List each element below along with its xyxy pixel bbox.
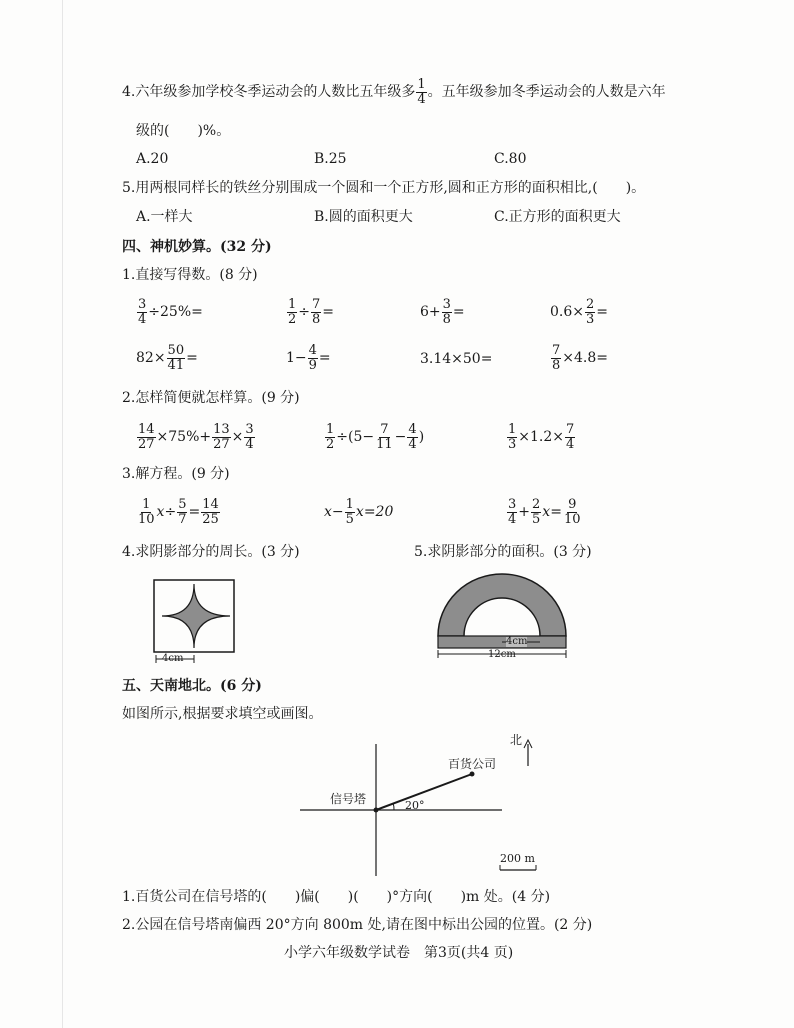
question-4-text-cont: 。五年级参加冬季运动会的人数是六年 bbox=[427, 84, 666, 101]
option-b: B.25 bbox=[314, 151, 347, 167]
angle-label: 20° bbox=[405, 799, 425, 812]
calc-item: $\frac{3}{4}$ ÷25%= bbox=[138, 297, 203, 327]
equation-item: $\frac{1}{10}$ x÷ $\frac{5}{7}$ = $\frac{14}{25}$ bbox=[138, 497, 219, 527]
shaded-star bbox=[162, 584, 230, 648]
simplify-item: $\frac{1}{2}$ ÷(5− $\frac{7}{11}$ − $\frac{4}{4}$ ) bbox=[326, 422, 425, 452]
calc-item: 82× $\frac{50}{41}$ = bbox=[136, 343, 198, 373]
fraction: $\frac{1}{4}$ bbox=[417, 77, 426, 107]
arch-inner-label: 4cm bbox=[506, 636, 528, 647]
tower-label: 信号塔 bbox=[330, 792, 367, 806]
subsection-3-title: 3.解方程。(9 分) bbox=[122, 466, 230, 482]
section-4-title: 四、神机妙算。(32 分) bbox=[122, 239, 272, 255]
arch-outer-label: 12cm bbox=[488, 649, 516, 660]
store-point bbox=[470, 772, 475, 777]
subsection-4-title: 4.求阴影部分的周长。(3 分) bbox=[122, 544, 300, 560]
question-4-text: 4.六年级参加学校冬季运动会的人数比五年级多 bbox=[122, 84, 416, 101]
page-edge bbox=[62, 0, 63, 1028]
equation-item: x− $\frac{1}{5}$ x=20 bbox=[324, 497, 394, 527]
tower-point bbox=[374, 808, 379, 813]
subsection-1-title: 1.直接写得数。(8 分) bbox=[122, 267, 258, 283]
section-5-intro: 如图所示,根据要求填空或画图。 bbox=[122, 706, 323, 722]
simplify-item: $\frac{1}{3}$ ×1.2× $\frac{7}{4}$ bbox=[508, 422, 575, 452]
equation-item: $\frac{3}{4}$ + $\frac{2}{5}$ x= $\frac{9}{10}$ bbox=[508, 497, 581, 527]
option-c: C.正方形的面积更大 bbox=[494, 209, 621, 225]
section-5-question-2: 2.公园在信号塔南偏西 20°方向 800m 处,请在图中标出公园的位置。(2 分) bbox=[122, 917, 593, 933]
page-footer: 小学六年级数学试卷 第3页(共4 页) bbox=[284, 945, 514, 961]
calc-item: 6+ $\frac{3}{8}$ = bbox=[420, 297, 465, 327]
scale-label: 200 m bbox=[500, 852, 535, 865]
square-dimension-label: 4cm bbox=[162, 653, 184, 664]
question-5: 5.用两根同样长的铁丝分别围成一个圆和一个正方形,圆和正方形的面积相比,( )。 bbox=[122, 180, 646, 196]
option-a: A.一样大 bbox=[136, 209, 193, 225]
subsection-5-title: 5.求阴影部分的面积。(3 分) bbox=[414, 544, 592, 560]
store-label: 百货公司 bbox=[448, 757, 497, 771]
calc-item: 1− $\frac{4}{9}$ = bbox=[286, 343, 331, 373]
calc-item: 3.14×50= bbox=[420, 351, 493, 367]
section-5-title: 五、天南地北。(6 分) bbox=[122, 678, 262, 694]
shaded-arch bbox=[438, 574, 566, 636]
question-4 bbox=[122, 78, 666, 106]
question-4-line2: 级的( )%。 bbox=[136, 123, 231, 139]
subsection-2-title: 2.怎样简便就怎样算。(9 分) bbox=[122, 390, 300, 406]
calc-item: $\frac{7}{8}$ ×4.8= bbox=[552, 343, 609, 373]
calc-item: 0.6× $\frac{2}{3}$ = bbox=[550, 297, 609, 327]
section-5-question-1: 1.百货公司在信号塔的( )偏( )( )°方向( )m 处。(4 分) bbox=[122, 889, 551, 905]
north-label: 北 bbox=[510, 733, 523, 747]
calc-item: $\frac{1}{2}$ ÷ $\frac{7}{8}$ = bbox=[288, 297, 335, 327]
option-c: C.80 bbox=[494, 151, 527, 167]
simplify-item: $\frac{14}{27}$ ×75%+ $\frac{13}{27}$ × $\frac{3}{4}$ bbox=[138, 422, 254, 452]
option-a: A.20 bbox=[136, 151, 169, 167]
option-b: B.圆的面积更大 bbox=[314, 209, 413, 225]
